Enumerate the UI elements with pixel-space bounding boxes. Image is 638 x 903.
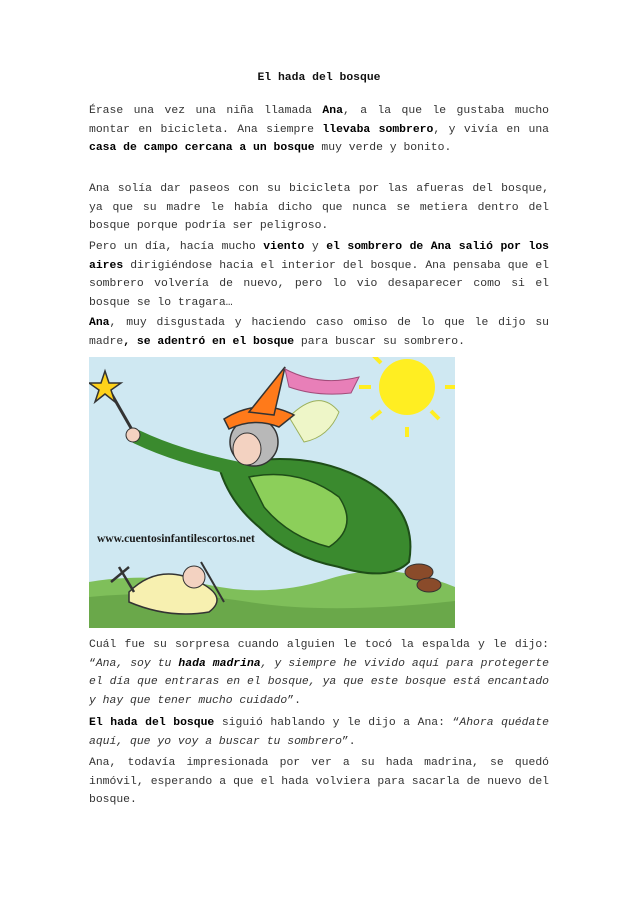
text-run: Ana (322, 105, 343, 117)
text-run: , se adentró en el bosque (123, 335, 295, 348)
text-run: hada madrina (178, 657, 261, 670)
text-run: , muy disgustada y haciendo caso omiso de lo que le dijo su madre (89, 317, 549, 348)
text-run: y (304, 241, 327, 253)
text-run: para buscar su sombrero. (294, 335, 465, 348)
text-run: Ana (89, 317, 110, 329)
text-run: ”. (287, 694, 301, 707)
text-run: llevaba sombrero (322, 123, 434, 136)
text-run: casa de campo cercana a un bosque (89, 142, 315, 155)
paragraph-3 (89, 238, 549, 312)
text-run: , y siempre he vivido aquí para protegerte el día que entraras en el bosque, ya que este bosque está encantado y hay que tener mucho cuidado (89, 657, 550, 707)
paragraph-4 (89, 314, 549, 351)
paragraph-6 (89, 714, 549, 751)
text-run: viento (263, 241, 305, 253)
paragraph-1 (89, 102, 549, 158)
text-run: Ana, todavía impresionada por ver a su hada madrina, se quedó inmóvil, esperando a que el hada volviera para sacarla de nuevo del bosque. (89, 757, 549, 807)
text-run: muy verde y bonito. (314, 142, 452, 155)
text-run: Cuál fue su sorpresa cuando alguien le tocó la espalda y le dijo: “ (89, 639, 549, 670)
text-run: Pero un día, hacía mucho (89, 241, 264, 253)
text-run: ”. (341, 735, 356, 748)
text-run: el sombrero de Ana salió por los aires (89, 241, 549, 272)
text-run: , a la que le gustaba mucho montar en bicicleta. Ana siempre (89, 105, 550, 136)
story-title: El hada del bosque (257, 72, 381, 84)
text-run: Érase una vez una niña llamada (89, 105, 323, 117)
paragraph-5 (89, 636, 549, 710)
text-run: , y vivía en una (433, 123, 549, 136)
paragraph-7 (89, 754, 549, 810)
text-run: Ana, soy tu (95, 657, 179, 670)
text-run: Ana solía dar paseos con su bicicleta por las afueras del bosque, ya que su madre le había dicho que nunca se metiera dentro del bosque porque podría ser peligroso. (89, 183, 549, 233)
text-run: siguió hablando y le dijo a Ana: “ (214, 717, 460, 729)
fairy-illustration (89, 357, 455, 628)
text-run: Ahora quédate aquí, que yo voy a buscar tu sombrero (89, 717, 549, 748)
text-run: dirigiéndose hacia el interior del bosque. Ana pensaba que el sombrero volvería de nuevo, pero lo vio desaparecer como si el bosque se lo tragara… (89, 259, 549, 309)
text-run: El hada del bosque (89, 717, 215, 729)
watermark-text: www.cuentosinfantilescortos.net (97, 533, 255, 545)
paragraph-2 (89, 180, 549, 236)
